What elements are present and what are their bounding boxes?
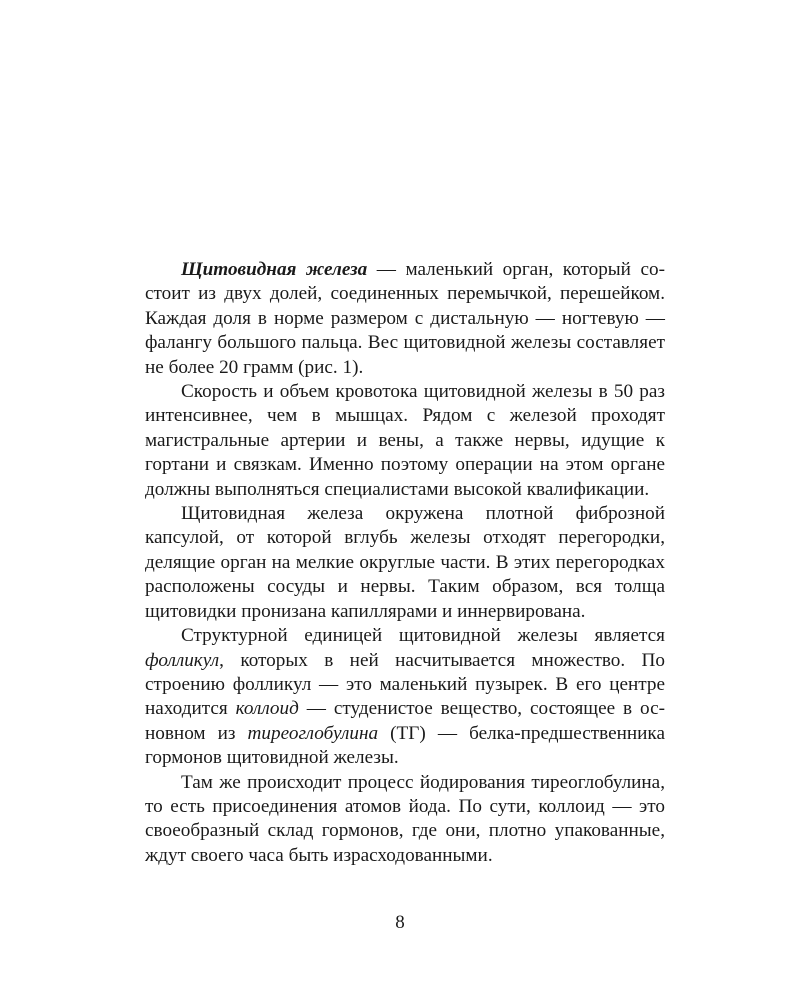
term-thyroid-gland: Щитовидная железа	[181, 259, 368, 280]
paragraph-follicle	[145, 624, 665, 770]
paragraph-text: Структурной единицей щитовидной железы является	[181, 625, 665, 647]
term-colloid: коллоид	[235, 698, 299, 720]
term-follicle: фолликул	[145, 649, 220, 671]
paragraph-iodination	[145, 771, 665, 869]
paragraph-blood-flow	[145, 380, 665, 502]
paragraph-text: (ТГ) — белка-предшественника гормонов щитовидной железы.	[145, 722, 665, 769]
page-number: 8	[395, 912, 405, 933]
paragraph-thyroid-definition	[145, 258, 665, 380]
paragraph-capsule	[145, 502, 665, 624]
paragraph-text: Там же происходит процесс йодирования тиреоглобулина, то есть присоединения атомов йода. По сути, коллоид — это своеобразный склад гормонов, где они, плотно упакованные, ждут своего часа быть израсходованными.	[145, 771, 665, 866]
paragraph-text: — маленький орган, который состоит из двух долей, соединенных перемычкой, перешейком. Каждая доля в норме размером с дистальную — ногтевую — фалангу большого пальца. Вес щитовидной железы составляет не более 20 грамм (рис. 1).	[145, 259, 665, 378]
term-thyroglobulin: тиреоглобулина	[247, 722, 379, 744]
paragraph-text: , которых в ней насчитывается множество. По строению фолликул — это маленький пузырек. В его центре находится	[145, 649, 665, 720]
paragraph-text: — студенистое вещество, состоящее в основном из	[145, 698, 665, 744]
paragraph-text: Скорость и объем кровотока щитовидной железы в 50 раз интенсивнее, чем в мышцах. Рядом с железой проходят магистральные артерии и вены, а также нервы, идущие к гортани и связкам. Именно поэтому операции на этом органе должны выполняться специалистами высокой квалификации.	[145, 381, 665, 500]
body-text	[145, 258, 665, 868]
paragraph-text: Щитовидная железа окружена плотной фиброзной капсулой, от которой вглубь железы отходят перегородки, делящие орган на мелкие округлые части. В этих перегородках расположены сосуды и нервы. Таким образом, вся толща щитовидки пронизана капиллярами и иннервирована.	[145, 503, 665, 622]
